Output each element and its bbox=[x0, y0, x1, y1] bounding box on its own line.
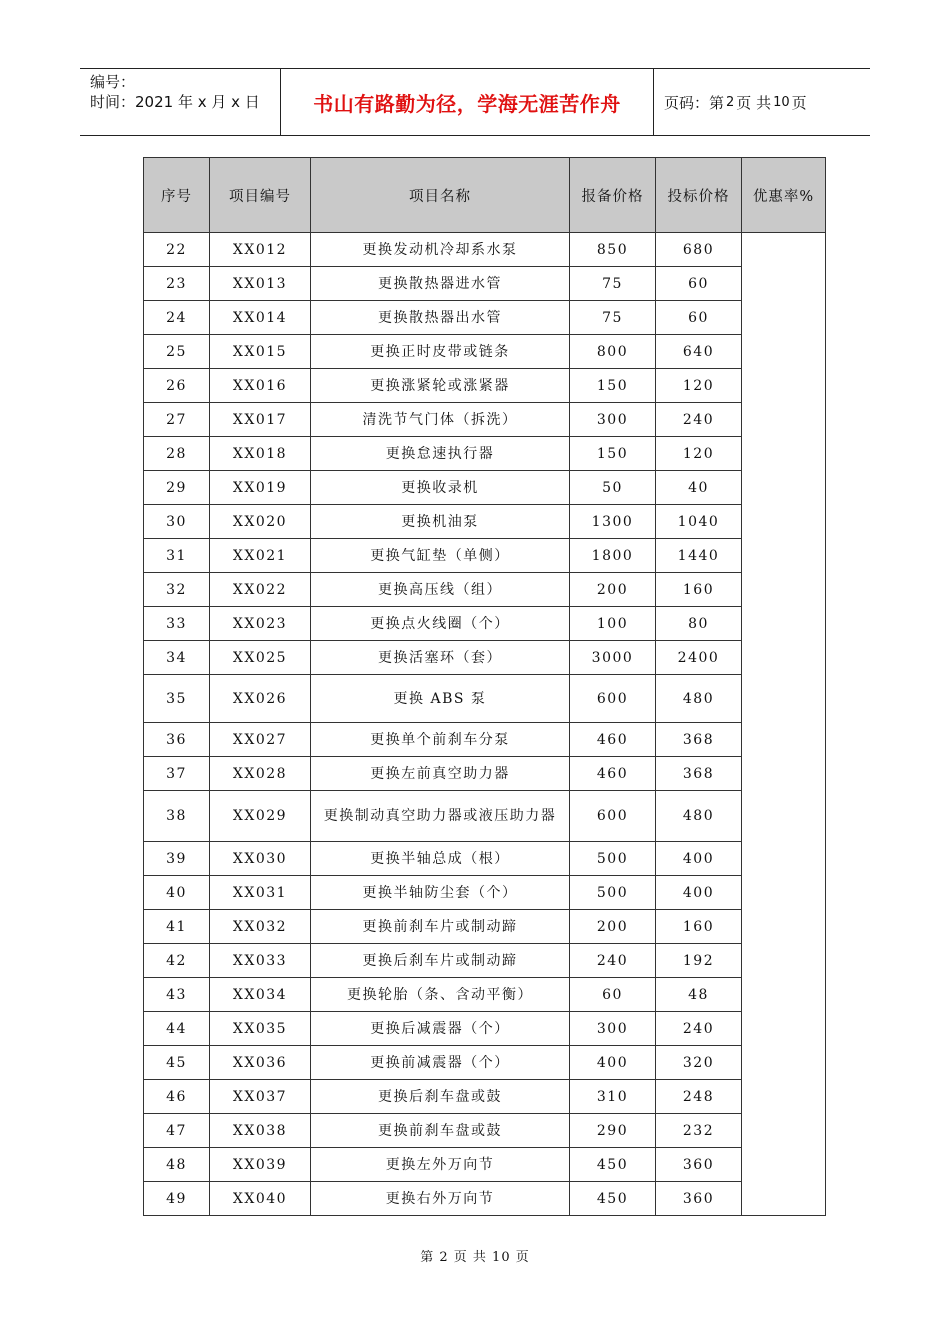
cell-bid-price: 480 bbox=[656, 791, 742, 842]
cell-bid-price: 360 bbox=[656, 1182, 742, 1216]
cell-bid-price: 368 bbox=[656, 723, 742, 757]
page-current: 2 bbox=[726, 94, 735, 110]
cell-index: 39 bbox=[144, 842, 210, 876]
cell-item-name: 更换左前真空助力器 bbox=[311, 757, 570, 791]
cell-index: 46 bbox=[144, 1080, 210, 1114]
cell-filed-price: 400 bbox=[570, 1046, 656, 1080]
cell-filed-price: 450 bbox=[570, 1182, 656, 1216]
cell-bid-price: 192 bbox=[656, 944, 742, 978]
column-header-index: 序号 bbox=[144, 158, 210, 233]
cell-filed-price: 310 bbox=[570, 1080, 656, 1114]
cell-filed-price: 60 bbox=[570, 978, 656, 1012]
cell-index: 26 bbox=[144, 369, 210, 403]
table-row bbox=[144, 842, 826, 876]
price-table bbox=[143, 157, 826, 1216]
cell-bid-price: 160 bbox=[656, 910, 742, 944]
cell-filed-price: 800 bbox=[570, 335, 656, 369]
cell-item-code: XX036 bbox=[210, 1046, 311, 1080]
table-row bbox=[144, 757, 826, 791]
table-body bbox=[144, 233, 826, 1216]
cell-item-name: 更换发动机冷却系水泵 bbox=[311, 233, 570, 267]
table-row bbox=[144, 791, 826, 842]
cell-item-name: 更换机油泵 bbox=[311, 505, 570, 539]
cell-item-name: 更换点火线圈（个） bbox=[311, 607, 570, 641]
cell-index: 44 bbox=[144, 1012, 210, 1046]
table-row bbox=[144, 301, 826, 335]
cell-item-code: XX032 bbox=[210, 910, 311, 944]
cell-filed-price: 600 bbox=[570, 675, 656, 723]
cell-item-code: XX012 bbox=[210, 233, 311, 267]
cell-index: 47 bbox=[144, 1114, 210, 1148]
cell-filed-price: 600 bbox=[570, 791, 656, 842]
cell-index: 43 bbox=[144, 978, 210, 1012]
cell-item-name: 更换涨紧轮或涨紧器 bbox=[311, 369, 570, 403]
cell-item-name: 更换活塞环（套） bbox=[311, 641, 570, 675]
cell-item-code: XX017 bbox=[210, 403, 311, 437]
cell-filed-price: 240 bbox=[570, 944, 656, 978]
cell-bid-price: 232 bbox=[656, 1114, 742, 1148]
cell-bid-price: 240 bbox=[656, 1012, 742, 1046]
cell-item-name: 更换收录机 bbox=[311, 471, 570, 505]
cell-item-code: XX028 bbox=[210, 757, 311, 791]
page-total: 10 bbox=[773, 94, 790, 110]
cell-index: 32 bbox=[144, 573, 210, 607]
cell-item-name: 更换前刹车盘或鼓 bbox=[311, 1114, 570, 1148]
header-motto: 书山有路勤为径，学海无涯苦作舟 bbox=[281, 69, 654, 135]
cell-item-code: XX023 bbox=[210, 607, 311, 641]
cell-item-name: 更换后刹车盘或鼓 bbox=[311, 1080, 570, 1114]
table-row bbox=[144, 573, 826, 607]
cell-filed-price: 150 bbox=[570, 437, 656, 471]
table-row bbox=[144, 335, 826, 369]
table-row bbox=[144, 267, 826, 301]
cell-item-name: 更换正时皮带或链条 bbox=[311, 335, 570, 369]
table-row bbox=[144, 471, 826, 505]
column-header-discount-rate: 优惠率% bbox=[742, 158, 826, 233]
cell-index: 40 bbox=[144, 876, 210, 910]
cell-index: 23 bbox=[144, 267, 210, 301]
cell-item-code: XX034 bbox=[210, 978, 311, 1012]
cell-item-code: XX015 bbox=[210, 335, 311, 369]
cell-filed-price: 200 bbox=[570, 573, 656, 607]
cell-item-name: 更换怠速执行器 bbox=[311, 437, 570, 471]
cell-item-code: XX026 bbox=[210, 675, 311, 723]
cell-index: 45 bbox=[144, 1046, 210, 1080]
cell-index: 35 bbox=[144, 675, 210, 723]
cell-filed-price: 75 bbox=[570, 267, 656, 301]
cell-bid-price: 320 bbox=[656, 1046, 742, 1080]
cell-index: 33 bbox=[144, 607, 210, 641]
cell-index: 25 bbox=[144, 335, 210, 369]
cell-index: 30 bbox=[144, 505, 210, 539]
cell-bid-price: 60 bbox=[656, 301, 742, 335]
cell-filed-price: 450 bbox=[570, 1148, 656, 1182]
table-header-row bbox=[144, 158, 826, 233]
page-label-middle: 页 共 bbox=[736, 93, 772, 112]
cell-filed-price: 500 bbox=[570, 876, 656, 910]
cell-item-code: XX027 bbox=[210, 723, 311, 757]
table-row bbox=[144, 1114, 826, 1148]
document-header bbox=[80, 68, 870, 136]
table-row bbox=[144, 1148, 826, 1182]
cell-bid-price: 80 bbox=[656, 607, 742, 641]
header-meta bbox=[80, 69, 281, 135]
table-row bbox=[144, 723, 826, 757]
cell-discount-rate bbox=[742, 233, 826, 1216]
cell-bid-price: 48 bbox=[656, 978, 742, 1012]
cell-filed-price: 50 bbox=[570, 471, 656, 505]
cell-item-name: 更换单个前刹车分泵 bbox=[311, 723, 570, 757]
cell-bid-price: 120 bbox=[656, 369, 742, 403]
column-header-item-name: 项目名称 bbox=[311, 158, 570, 233]
cell-item-code: XX014 bbox=[210, 301, 311, 335]
table-row bbox=[144, 944, 826, 978]
cell-item-code: XX040 bbox=[210, 1182, 311, 1216]
cell-item-name: 更换散热器出水管 bbox=[311, 301, 570, 335]
cell-item-name: 更换左外万向节 bbox=[311, 1148, 570, 1182]
table-row bbox=[144, 675, 826, 723]
cell-filed-price: 200 bbox=[570, 910, 656, 944]
cell-item-code: XX033 bbox=[210, 944, 311, 978]
cell-index: 31 bbox=[144, 539, 210, 573]
cell-item-code: XX018 bbox=[210, 437, 311, 471]
table-row bbox=[144, 233, 826, 267]
cell-filed-price: 3000 bbox=[570, 641, 656, 675]
header-page-indicator bbox=[654, 69, 870, 135]
cell-item-name: 更换后刹车片或制动蹄 bbox=[311, 944, 570, 978]
table-row bbox=[144, 369, 826, 403]
cell-item-code: XX020 bbox=[210, 505, 311, 539]
cell-bid-price: 2400 bbox=[656, 641, 742, 675]
cell-filed-price: 300 bbox=[570, 403, 656, 437]
cell-item-name: 更换高压线（组） bbox=[311, 573, 570, 607]
cell-filed-price: 850 bbox=[570, 233, 656, 267]
column-header-item-code: 项目编号 bbox=[210, 158, 311, 233]
cell-item-code: XX039 bbox=[210, 1148, 311, 1182]
document-number-label: 编号： bbox=[90, 73, 136, 91]
cell-item-name: 更换散热器进水管 bbox=[311, 267, 570, 301]
cell-bid-price: 248 bbox=[656, 1080, 742, 1114]
table-row bbox=[144, 607, 826, 641]
cell-item-name: 更换前刹车片或制动蹄 bbox=[311, 910, 570, 944]
cell-index: 28 bbox=[144, 437, 210, 471]
cell-item-code: XX013 bbox=[210, 267, 311, 301]
cell-item-name: 更换轮胎（条、含动平衡） bbox=[311, 978, 570, 1012]
page-footer: 第 2 页 共 10 页 bbox=[420, 1250, 530, 1265]
cell-filed-price: 100 bbox=[570, 607, 656, 641]
cell-bid-price: 480 bbox=[656, 675, 742, 723]
table-row bbox=[144, 1182, 826, 1216]
cell-index: 38 bbox=[144, 791, 210, 842]
cell-item-name: 更换前减震器（个） bbox=[311, 1046, 570, 1080]
cell-item-name: 更换半轴防尘套（个） bbox=[311, 876, 570, 910]
cell-item-code: XX037 bbox=[210, 1080, 311, 1114]
cell-item-name: 更换后减震器（个） bbox=[311, 1012, 570, 1046]
cell-item-name: 更换右外万向节 bbox=[311, 1182, 570, 1216]
cell-index: 36 bbox=[144, 723, 210, 757]
cell-filed-price: 1300 bbox=[570, 505, 656, 539]
cell-item-code: XX021 bbox=[210, 539, 311, 573]
cell-item-code: XX038 bbox=[210, 1114, 311, 1148]
cell-item-code: XX016 bbox=[210, 369, 311, 403]
table-row bbox=[144, 539, 826, 573]
table-row bbox=[144, 1046, 826, 1080]
cell-item-code: XX030 bbox=[210, 842, 311, 876]
cell-item-code: XX019 bbox=[210, 471, 311, 505]
cell-item-name: 更换制动真空助力器或液压助力器 bbox=[311, 791, 570, 842]
cell-bid-price: 640 bbox=[656, 335, 742, 369]
column-header-bid-price: 投标价格 bbox=[656, 158, 742, 233]
cell-index: 42 bbox=[144, 944, 210, 978]
cell-index: 34 bbox=[144, 641, 210, 675]
cell-item-code: XX031 bbox=[210, 876, 311, 910]
cell-index: 48 bbox=[144, 1148, 210, 1182]
cell-item-code: XX025 bbox=[210, 641, 311, 675]
table-row bbox=[144, 1080, 826, 1114]
cell-filed-price: 460 bbox=[570, 723, 656, 757]
cell-bid-price: 120 bbox=[656, 437, 742, 471]
cell-bid-price: 60 bbox=[656, 267, 742, 301]
cell-filed-price: 290 bbox=[570, 1114, 656, 1148]
cell-bid-price: 360 bbox=[656, 1148, 742, 1182]
cell-bid-price: 368 bbox=[656, 757, 742, 791]
cell-bid-price: 400 bbox=[656, 876, 742, 910]
cell-filed-price: 1800 bbox=[570, 539, 656, 573]
cell-bid-price: 240 bbox=[656, 403, 742, 437]
cell-filed-price: 460 bbox=[570, 757, 656, 791]
table-row bbox=[144, 1012, 826, 1046]
cell-bid-price: 40 bbox=[656, 471, 742, 505]
cell-bid-price: 1440 bbox=[656, 539, 742, 573]
cell-item-code: XX029 bbox=[210, 791, 311, 842]
table-row bbox=[144, 978, 826, 1012]
page-label-suffix: 页 bbox=[791, 93, 807, 112]
cell-item-code: XX022 bbox=[210, 573, 311, 607]
cell-bid-price: 160 bbox=[656, 573, 742, 607]
cell-item-name: 清洗节气门体（拆洗） bbox=[311, 403, 570, 437]
cell-index: 49 bbox=[144, 1182, 210, 1216]
page-label-prefix: 页码：第 bbox=[664, 93, 725, 112]
cell-filed-price: 300 bbox=[570, 1012, 656, 1046]
column-header-filed-price: 报备价格 bbox=[570, 158, 656, 233]
cell-item-name: 更换气缸垫（单侧） bbox=[311, 539, 570, 573]
table-row bbox=[144, 641, 826, 675]
cell-index: 37 bbox=[144, 757, 210, 791]
cell-filed-price: 150 bbox=[570, 369, 656, 403]
cell-bid-price: 400 bbox=[656, 842, 742, 876]
cell-index: 41 bbox=[144, 910, 210, 944]
cell-item-name: 更换 ABS 泵 bbox=[311, 675, 570, 723]
table-row bbox=[144, 505, 826, 539]
cell-index: 24 bbox=[144, 301, 210, 335]
cell-bid-price: 680 bbox=[656, 233, 742, 267]
table-row bbox=[144, 437, 826, 471]
cell-index: 27 bbox=[144, 403, 210, 437]
cell-item-code: XX035 bbox=[210, 1012, 311, 1046]
cell-filed-price: 75 bbox=[570, 301, 656, 335]
cell-filed-price: 500 bbox=[570, 842, 656, 876]
cell-item-name: 更换半轴总成（根） bbox=[311, 842, 570, 876]
cell-index: 29 bbox=[144, 471, 210, 505]
table-row bbox=[144, 876, 826, 910]
cell-index: 22 bbox=[144, 233, 210, 267]
table-row bbox=[144, 910, 826, 944]
document-time-label: 时间：2021 年 x 月 x 日 bbox=[90, 93, 260, 111]
cell-bid-price: 1040 bbox=[656, 505, 742, 539]
table-row bbox=[144, 403, 826, 437]
